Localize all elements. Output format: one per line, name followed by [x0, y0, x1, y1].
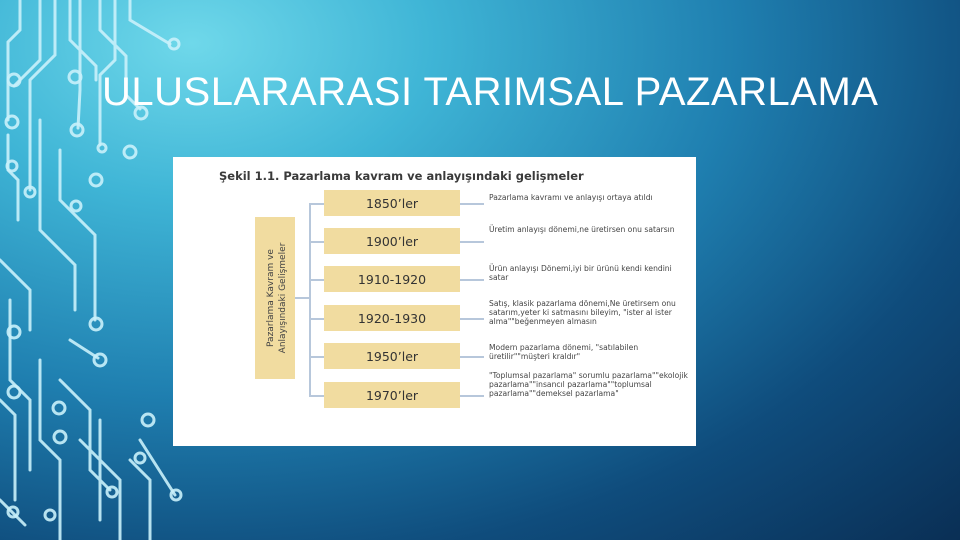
era-connector: [309, 203, 324, 205]
figure-caption: Şekil 1.1. Pazarlama kavram ve anlayışındaki gelişmeler: [219, 169, 584, 183]
era-connector: [309, 395, 324, 397]
slide-title: ULUSLARARASI TARIMSAL PAZARLAMA: [102, 70, 879, 114]
era-description-1910-1920: Ürün anlayışı Dönemi,iyi bir ürünü kendi kendini satar: [489, 264, 672, 282]
bracket-vertical: [309, 203, 311, 397]
desc-connector: [460, 203, 484, 205]
era-description-1920-1930: Satış, klasik pazarlama dönemi,Ne üretirsem onu satarım,yeter ki satmasını bileyim, "ister al ister alma""beğenmeyen almasın: [489, 299, 676, 326]
desc-connector: [460, 395, 484, 397]
era-connector: [309, 356, 324, 358]
marketing-evolution-figure: [173, 157, 696, 446]
era-box-1970: 1970’ler: [324, 382, 460, 408]
era-connector: [309, 318, 324, 320]
era-description-1850: Pazarlama kavramı ve anlayışı ortaya atıldı: [489, 193, 653, 202]
era-box-1910-1920: 1910-1920: [324, 266, 460, 292]
desc-connector: [460, 356, 484, 358]
era-description-1970: "Toplumsal pazarlama" sorumlu pazarlama""ekolojik pazarlama""insancıl pazarlama""toplumsal pazarlama""demeksel pazarlama": [489, 371, 688, 398]
desc-connector: [460, 318, 484, 320]
era-box-1900: 1900’ler: [324, 228, 460, 254]
era-connector: [309, 241, 324, 243]
era-connector: [309, 279, 324, 281]
bracket-horizontal: [295, 297, 309, 299]
era-box-1920-1930: 1920-1930: [324, 305, 460, 331]
side-label: Pazarlama Kavram ve Anlayışındaki Gelişmeler: [266, 242, 288, 354]
desc-connector: [460, 279, 484, 281]
desc-connector: [460, 241, 484, 243]
era-description-1900: Üretim anlayışı dönemi,ne üretirsen onu satarsın: [489, 225, 675, 234]
era-box-1950: 1950’ler: [324, 343, 460, 369]
side-label-box: [255, 217, 295, 379]
era-box-1850: 1850’ler: [324, 190, 460, 216]
era-description-1950: Modern pazarlama dönemi, "satılabilen üretilir""müşteri kraldır": [489, 343, 639, 361]
